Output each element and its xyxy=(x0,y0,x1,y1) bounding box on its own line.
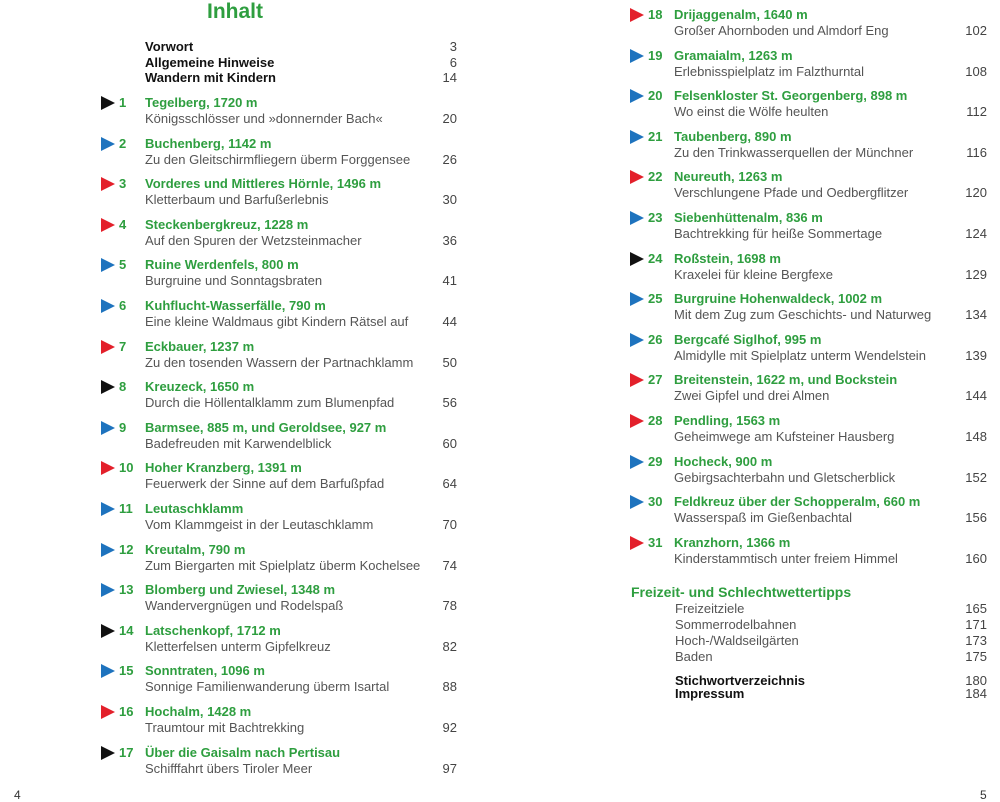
toc-page-number: 116 xyxy=(966,144,987,160)
tour-description: Verschlungene Pfade und Oedbergflitzer xyxy=(674,185,909,201)
tips-item[interactable] xyxy=(675,649,987,664)
toc-page-number: 144 xyxy=(965,388,987,404)
toc-page-number: 180 xyxy=(965,673,987,688)
tour-entry[interactable] xyxy=(630,169,987,205)
tour-entry[interactable] xyxy=(101,257,457,293)
tour-entry[interactable] xyxy=(101,217,457,253)
tour-title: Taubenberg, 890 m xyxy=(674,128,792,144)
tour-title: Über die Gaisalm nach Pertisau xyxy=(145,744,341,760)
triangle-marker-icon xyxy=(101,96,115,110)
triangle-marker-icon xyxy=(101,380,115,394)
tour-entry[interactable] xyxy=(630,413,987,449)
toc-page-number: 60 xyxy=(442,435,457,451)
triangle-marker-icon xyxy=(101,340,115,354)
toc-page-number: 14 xyxy=(442,70,457,85)
triangle-marker-icon xyxy=(101,299,115,313)
triangle-marker-icon xyxy=(101,421,115,435)
tour-number: 30 xyxy=(648,494,663,510)
tour-description: Zu den tosenden Wassern der Partnachklamm xyxy=(145,354,414,370)
triangle-marker-icon xyxy=(101,137,115,151)
tour-description: Almidylle mit Spielplatz unterm Wendelstein xyxy=(674,347,926,363)
toc-page-number: 173 xyxy=(965,633,987,648)
toc-page-number: 184 xyxy=(965,686,987,701)
tour-title: Hochalm, 1428 m xyxy=(145,704,252,719)
tour-description: Geheimwege am Kufsteiner Hausberg xyxy=(674,429,895,444)
tour-description: Zum Biergarten mit Spielplatz überm Kochelsee xyxy=(145,557,421,573)
tour-description: Vom Klammgeist in der Leutaschklamm xyxy=(145,517,374,532)
tour-entry[interactable] xyxy=(101,298,457,334)
toc-page-number: 64 xyxy=(442,476,457,492)
tour-title: Siebenhüttenalm, 836 m xyxy=(674,210,823,225)
tour-title: Burgruine Hohenwaldeck, 1002 m xyxy=(674,291,883,307)
tour-title: Breitenstein, 1622 m, und Bockstein xyxy=(674,372,898,388)
toc-page-number: 156 xyxy=(965,510,987,526)
tour-entry[interactable] xyxy=(101,95,457,131)
toc-page-number: 108 xyxy=(965,63,987,79)
toc-page-number: 88 xyxy=(442,679,457,695)
tour-number: 11 xyxy=(119,501,133,516)
toc-page-number: 41 xyxy=(442,273,457,289)
tour-number: 21 xyxy=(648,128,663,144)
tour-entry[interactable] xyxy=(101,136,457,172)
triangle-marker-icon xyxy=(630,536,644,550)
tips-item-label: Sommerrodelbahnen xyxy=(675,617,797,632)
tour-description: Burgruine und Sonntagsbraten xyxy=(145,273,323,289)
tour-title: Bergcafé Siglhof, 995 m xyxy=(674,331,822,347)
toc-intro-item[interactable] xyxy=(145,39,457,54)
page-title: Inhalt xyxy=(207,0,263,23)
triangle-marker-icon xyxy=(630,49,644,63)
toc-page-number: 82 xyxy=(442,638,457,654)
tour-entry[interactable] xyxy=(101,582,457,618)
tour-description: Schifffahrt übers Tiroler Meer xyxy=(145,760,313,776)
tour-title: Pendling, 1563 m xyxy=(674,413,781,428)
tour-number: 19 xyxy=(648,47,663,63)
triangle-marker-icon xyxy=(101,461,115,475)
triangle-marker-icon xyxy=(630,170,644,184)
tour-entry[interactable] xyxy=(101,379,457,415)
tour-title: Roßstein, 1698 m xyxy=(674,250,781,266)
triangle-marker-icon xyxy=(630,130,644,144)
tour-description: Auf den Spuren der Wetzsteinmacher xyxy=(145,232,362,248)
toc-page-number: 124 xyxy=(965,226,987,241)
toc-page-number: 175 xyxy=(965,649,987,664)
toc-page-number: 97 xyxy=(442,760,457,776)
toc-tail-label: Impressum xyxy=(675,686,745,701)
tour-title: Barmsee, 885 m, und Geroldsee, 927 m xyxy=(145,419,387,435)
tour-entry[interactable] xyxy=(101,542,457,578)
triangle-marker-icon xyxy=(630,333,644,347)
tour-entry[interactable] xyxy=(101,745,457,781)
triangle-marker-icon xyxy=(630,211,644,225)
tour-title: Feldkreuz über der Schopperalm, 660 m xyxy=(674,494,921,510)
triangle-marker-icon xyxy=(630,373,644,387)
tour-title: Vorderes und Mittleres Hörnle, 1496 m xyxy=(145,176,381,192)
tour-title: Kuhflucht-Wasserfälle, 790 m xyxy=(145,298,326,313)
tour-description: Sonnige Familienwanderung überm Isartal xyxy=(145,679,390,695)
tour-entry[interactable] xyxy=(630,88,987,124)
tour-entry[interactable] xyxy=(630,332,987,368)
tour-number: 5 xyxy=(119,257,127,273)
toc-page-number: 92 xyxy=(442,720,457,735)
tips-item-label: Freizeitziele xyxy=(675,601,745,616)
toc-page-number: 26 xyxy=(442,151,457,167)
toc-tail-item[interactable] xyxy=(675,686,987,701)
tour-title: Eckbauer, 1237 m xyxy=(145,338,255,354)
tour-number: 10 xyxy=(119,460,134,476)
tour-entry[interactable] xyxy=(630,251,987,287)
tour-number: 3 xyxy=(119,176,127,192)
triangle-marker-icon xyxy=(630,455,644,469)
tour-entry[interactable] xyxy=(101,501,457,537)
toc-page-number: 160 xyxy=(965,550,987,566)
tour-entry[interactable] xyxy=(630,494,987,530)
toc-page-number: 102 xyxy=(965,23,987,38)
triangle-marker-icon xyxy=(630,252,644,266)
tour-title: Latschenkopf, 1712 m xyxy=(145,622,281,638)
toc-page-number: 3 xyxy=(449,39,457,54)
tips-item-label: Baden xyxy=(675,649,713,664)
toc-page-number: 129 xyxy=(965,266,987,282)
tour-title: Ruine Werdenfels, 800 m xyxy=(145,257,299,273)
toc-page-number: 134 xyxy=(965,307,987,323)
tour-entry[interactable] xyxy=(101,176,457,212)
toc-intro-item[interactable] xyxy=(145,55,457,70)
tour-number: 26 xyxy=(648,331,663,347)
tour-entry[interactable] xyxy=(630,48,987,84)
tour-number: 29 xyxy=(648,453,663,469)
tour-number: 31 xyxy=(648,534,663,550)
folio-left: 4 xyxy=(14,788,21,802)
tour-entry[interactable] xyxy=(101,460,457,496)
triangle-marker-icon xyxy=(101,624,115,638)
tour-entry[interactable] xyxy=(630,454,987,490)
tour-title: Kreutalm, 790 m xyxy=(145,541,246,557)
triangle-marker-icon xyxy=(101,583,115,597)
tour-entry[interactable] xyxy=(101,623,457,659)
toc-page-number: 120 xyxy=(965,185,987,201)
toc-intro-label: Vorwort xyxy=(145,39,194,54)
toc-page-number: 165 xyxy=(965,601,987,616)
tour-number: 7 xyxy=(119,338,127,354)
toc-page-number: 139 xyxy=(965,347,987,363)
tour-title: Hoher Kranzberg, 1391 m xyxy=(145,460,302,476)
tour-description: Erlebnisspielplatz im Falzthurntal xyxy=(674,63,865,79)
tour-number: 6 xyxy=(119,298,127,313)
triangle-marker-icon xyxy=(101,746,115,760)
tour-title: Gramaialm, 1263 m xyxy=(674,47,793,63)
tips-heading: Freizeit- und Schlechtwettertipps xyxy=(631,584,852,600)
tour-title: Kreuzeck, 1650 m xyxy=(145,379,255,395)
tour-number: 20 xyxy=(648,88,663,104)
triangle-marker-icon xyxy=(101,543,115,557)
toc-page-number: 6 xyxy=(449,55,457,70)
tour-description: Königsschlösser und »donnernder Bach« xyxy=(145,111,383,126)
toc-page-number: 20 xyxy=(442,111,457,126)
tour-description: Mit dem Zug zum Geschichts- und Naturweg xyxy=(674,307,932,323)
toc-page-number: 152 xyxy=(965,469,987,485)
tour-title: Steckenbergkreuz, 1228 m xyxy=(145,216,309,232)
tour-number: 17 xyxy=(119,744,134,760)
toc-page-number: 36 xyxy=(442,232,457,248)
toc-page-number: 30 xyxy=(442,192,457,208)
triangle-marker-icon xyxy=(630,495,644,509)
tour-entry[interactable] xyxy=(630,210,987,246)
tour-number: 28 xyxy=(648,413,663,428)
tour-description: Zu den Gleitschirmfliegern überm Forggensee xyxy=(145,151,411,167)
tour-number: 14 xyxy=(119,622,134,638)
tour-description: Eine kleine Waldmaus gibt Kindern Rätsel auf xyxy=(145,314,409,329)
toc-page-number: 44 xyxy=(442,314,457,329)
tips-item[interactable] xyxy=(675,601,987,616)
tour-description: Kinderstammtisch unter freiem Himmel xyxy=(674,550,898,566)
tour-number: 8 xyxy=(119,379,127,395)
tips-item[interactable] xyxy=(675,633,987,648)
toc-page-number: 74 xyxy=(442,557,457,573)
triangle-marker-icon xyxy=(630,414,644,428)
tour-number: 18 xyxy=(648,7,663,22)
tour-description: Gebirgsachterbahn und Gletscherblick xyxy=(674,469,896,485)
tour-description: Wandervergnügen und Rodelspaß xyxy=(145,598,344,614)
tour-description: Zwei Gipfel und drei Almen xyxy=(674,388,830,404)
triangle-marker-icon xyxy=(101,218,115,232)
tour-number: 1 xyxy=(119,95,127,110)
toc-page-number: 50 xyxy=(442,354,457,370)
tour-title: Felsenkloster St. Georgenberg, 898 m xyxy=(674,88,908,104)
tour-number: 4 xyxy=(119,216,127,232)
tour-title: Hocheck, 900 m xyxy=(674,453,773,469)
tour-title: Kranzhorn, 1366 m xyxy=(674,534,791,550)
tour-number: 12 xyxy=(119,541,134,557)
tour-description: Zu den Trinkwasserquellen der Münchner xyxy=(674,144,914,160)
tour-number: 27 xyxy=(648,372,663,388)
triangle-marker-icon xyxy=(630,292,644,306)
triangle-marker-icon xyxy=(101,705,115,719)
tour-number: 23 xyxy=(648,210,663,225)
tour-entry[interactable] xyxy=(630,535,987,571)
tour-number: 16 xyxy=(119,704,134,719)
toc-page-number: 56 xyxy=(442,395,457,411)
tour-title: Tegelberg, 1720 m xyxy=(145,95,258,110)
toc-page-number: 171 xyxy=(965,617,987,632)
tour-description: Wasserspaß im Gießenbachtal xyxy=(674,510,852,526)
tour-description: Kletterbaum und Barfußerlebnis xyxy=(145,192,329,208)
tour-number: 24 xyxy=(648,250,663,266)
tour-entry[interactable] xyxy=(101,663,457,699)
tour-description: Großer Ahornboden und Almdorf Eng xyxy=(674,23,889,38)
tour-description: Wo einst die Wölfe heulten xyxy=(674,104,829,120)
tour-number: 22 xyxy=(648,169,663,185)
tour-entry[interactable] xyxy=(101,420,457,456)
tour-entry[interactable] xyxy=(630,291,987,327)
tour-description: Feuerwerk der Sinne auf dem Barfußpfad xyxy=(145,476,385,492)
toc-intro-label: Allgemeine Hinweise xyxy=(145,55,275,70)
tips-item-label: Hoch-/Waldseilgärten xyxy=(675,633,799,648)
triangle-marker-icon xyxy=(101,664,115,678)
toc-page-number: 78 xyxy=(442,598,457,614)
tour-description: Traumtour mit Bachtrekking xyxy=(145,720,305,735)
tour-title: Drijaggenalm, 1640 m xyxy=(674,7,808,22)
tips-item[interactable] xyxy=(675,617,987,632)
toc-intro-label: Wandern mit Kindern xyxy=(145,70,276,85)
tour-title: Sonntraten, 1096 m xyxy=(145,663,265,679)
toc-page-number: 70 xyxy=(442,517,457,532)
folio-right: 5 xyxy=(980,788,987,802)
tour-description: Bachtrekking für heiße Sommertage xyxy=(674,226,883,241)
triangle-marker-icon xyxy=(101,502,115,516)
tour-description: Kraxelei für kleine Bergfexe xyxy=(674,266,833,282)
triangle-marker-icon xyxy=(630,89,644,103)
toc-page-number: 148 xyxy=(965,429,987,444)
tour-description: Badefreuden mit Karwendelblick xyxy=(145,435,332,451)
triangle-marker-icon xyxy=(630,8,644,22)
tour-title: Buchenberg, 1142 m xyxy=(145,135,272,151)
tour-description: Durch die Höllentalklamm zum Blumenpfad xyxy=(145,395,395,411)
tour-entry[interactable] xyxy=(630,129,987,165)
tour-number: 13 xyxy=(119,582,134,598)
triangle-marker-icon xyxy=(101,258,115,272)
tour-entry[interactable] xyxy=(101,339,457,375)
tour-number: 9 xyxy=(119,419,127,435)
tour-entry[interactable] xyxy=(630,7,987,43)
triangle-marker-icon xyxy=(101,177,115,191)
tour-number: 2 xyxy=(119,135,127,151)
tour-number: 25 xyxy=(648,291,663,307)
toc-intro-item[interactable] xyxy=(145,70,457,85)
toc-tail-label: Stichwortverzeichnis xyxy=(675,673,806,688)
tour-title: Blomberg und Zwiesel, 1348 m xyxy=(145,582,335,598)
toc-page-number: 112 xyxy=(966,104,987,120)
tour-title: Neureuth, 1263 m xyxy=(674,169,783,185)
tour-entry[interactable] xyxy=(630,372,987,408)
tour-description: Kletterfelsen unterm Gipfelkreuz xyxy=(145,638,331,654)
tour-entry[interactable] xyxy=(101,704,457,740)
tour-title: Leutaschklamm xyxy=(145,501,244,516)
tour-number: 15 xyxy=(119,663,134,679)
